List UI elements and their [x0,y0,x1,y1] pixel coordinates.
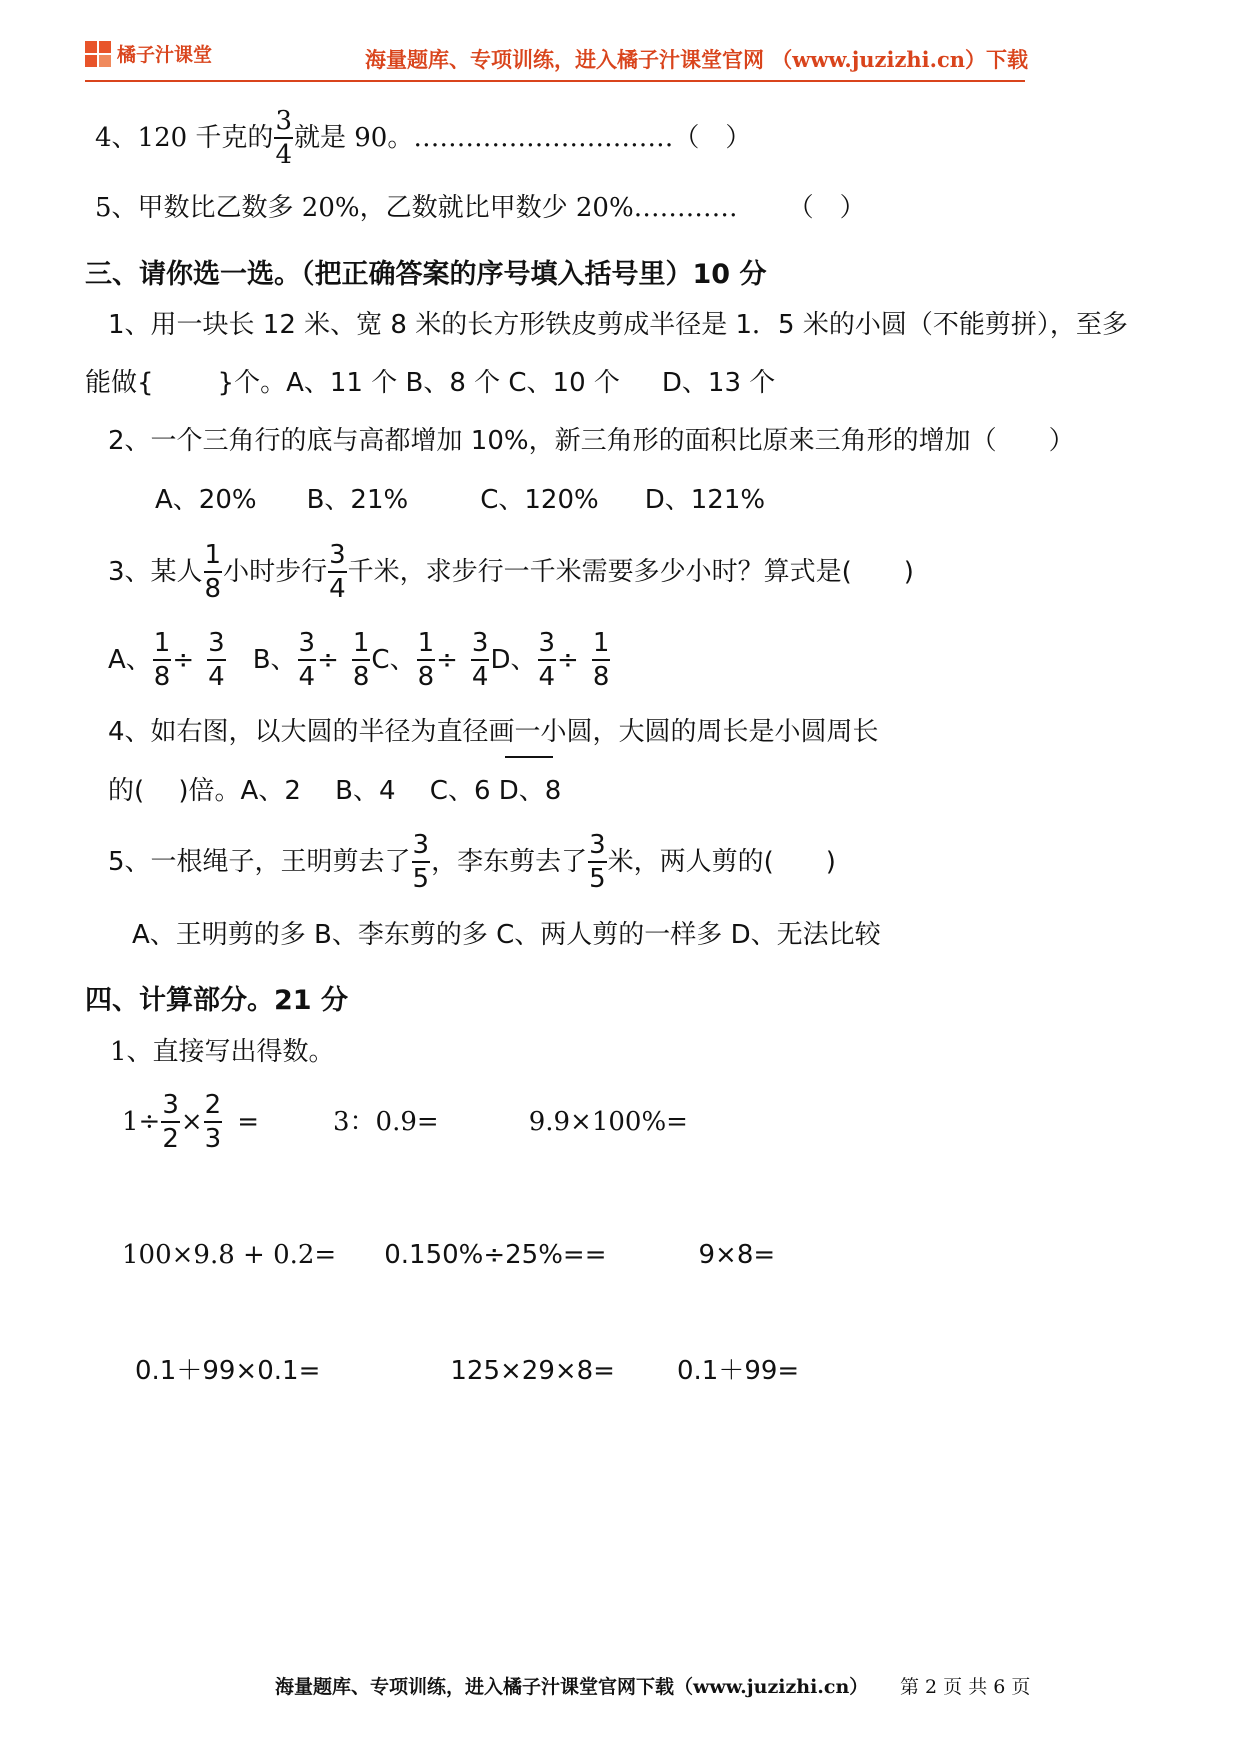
short-underline [505,756,553,758]
s3-q3: 3、某人 $\frac{1}{8}$ 小时步行 $\frac{3}{4}$ 千米，求步行一千米需要多少小时？算式是( ) [108,540,914,604]
logo [85,40,212,67]
s2-q5: 5、甲数比乙数多 20%，乙数就比甲数少 20%………… （ ） [95,193,866,223]
section4-title: 四、计算部分。21 分 [85,985,348,1016]
s3-q2-options: A、20% B、21% C、120% D、121% [155,485,766,515]
s4-sub1: 1、直接写出得数。 [110,1037,335,1067]
logo-icon [85,41,111,67]
footer-text: 海量题库、专项训练，进入橘子汁课堂官网下载（www.juzizhi.cn） [275,1676,869,1698]
fraction: $\frac{3}{4}$ [275,106,292,170]
s2-q4: 4、120 千克的 $\frac{3}{4}$ 就是 90。…………………………（ ） [95,106,752,170]
s3-q4-line2: 的( )倍。A、2 B、4 C、6 D、8 [108,776,562,806]
s3-q5: 5、一根绳子，王明剪去了 $\frac{3}{5}$ ，李东剪去了 $\frac{3}{5}$ 米，两人剪的( ) [108,830,836,894]
logo-text: 橘子汁课堂 [117,44,213,66]
header-divider [85,80,1025,82]
s3-q1-line1: 1、用一块长 12 米、宽 8 米的长方形铁皮剪成半径是 1．5 米的小圆（不能剪拼），至多 [108,310,1128,340]
calc-row-2: 100×9.8 + 0.2= 0.150%÷25%== 9×8= [122,1240,776,1270]
calc-row-3: 0.1＋99×0.1= 125×29×8= 0.1＋99= [135,1356,800,1386]
s3-q2: 2、一个三角行的底与高都增加 10%，新三角形的面积比原来三角形的增加（ ） [108,426,1075,456]
s3-q1-line2: 能做{ }个。A、11 个 B、8 个 C、10 个 D、13 个 [85,368,776,398]
header-right-text: 海量题库、专项训练，进入橘子汁课堂官网 （www.juzizhi.cn）下载 [364,47,1028,72]
s3-q3-options: A、 $\frac{1}{8}$ ÷ $\frac{3}{4}$ B、 $\frac{3}{4}$ ÷ $\frac{1}{8}$ C、 $\frac{1}{8}$ ÷ $\frac{3}{4}$ D、 $\frac{3}{4}$ ÷ $\frac{1}{8}$ [108,628,610,692]
page-number: 第 2 页 共 6 页 [900,1676,1031,1698]
s3-q5-options: A、王明剪的多 B、李东剪的多 C、两人剪的一样多 D、无法比较 [132,920,881,950]
s3-q4-line1: 4、如右图，以大圆的半径为直径画一小圆，大圆的周长是小圆周长 [108,717,879,747]
calc-row-1: 1÷ $\frac{3}{2}$ × $\frac{2}{3}$ = 3：0.9= 9.9×100%= [122,1090,688,1154]
section3-title: 三、请你选一选。（把正确答案的序号填入括号里）10 分 [85,259,767,290]
